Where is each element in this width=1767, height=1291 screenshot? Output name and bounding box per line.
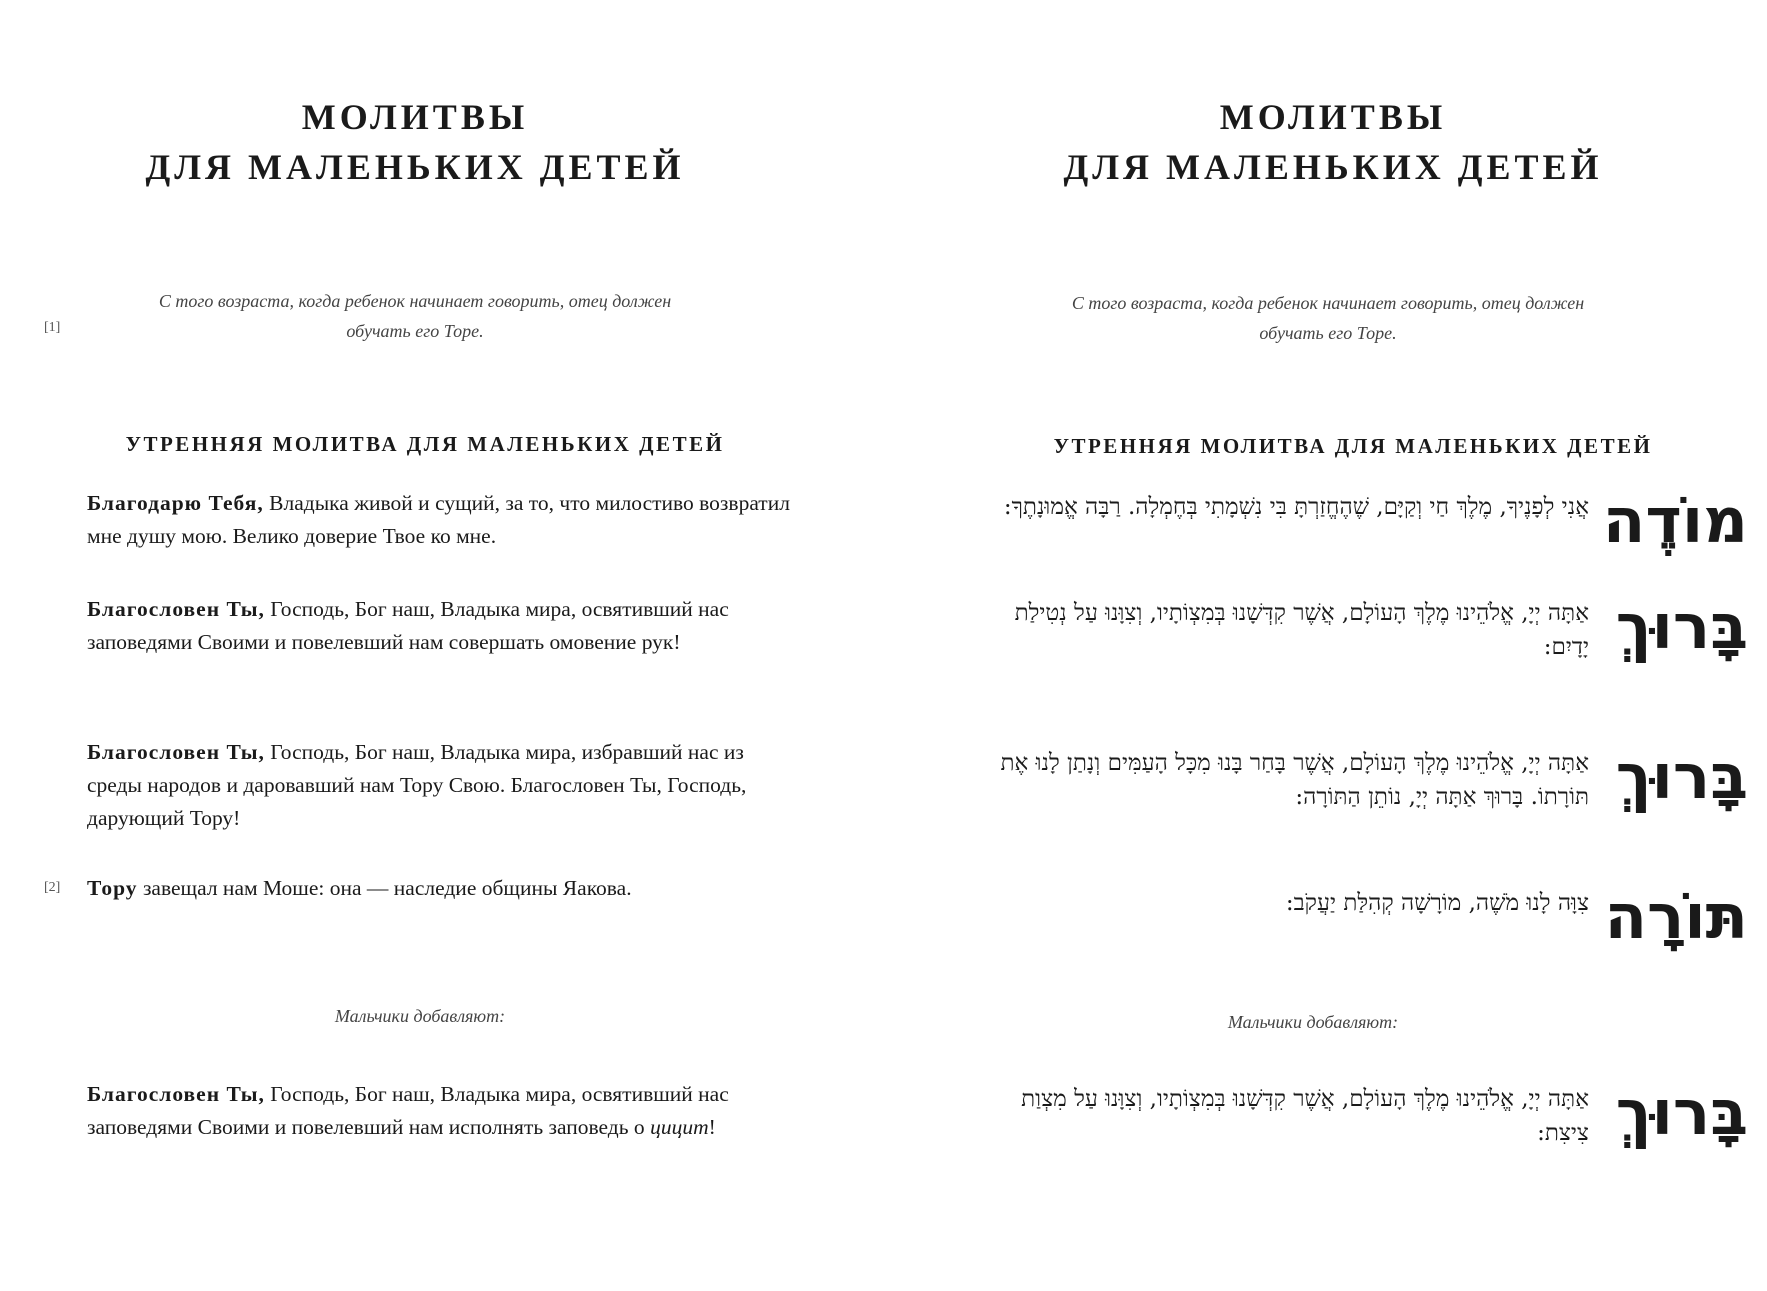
right-page-title — [1033, 92, 1633, 192]
hebrew-prayer-baruch-2 — [973, 742, 1748, 814]
left-title-line1: МОЛИТВЫ — [301, 97, 529, 137]
hebrew-text-torah: צִוָּה לָנוּ מֹשֶׁה, מוֹרָשָׁה קְהִלַּת יַעֲקֹב: — [1285, 890, 1589, 916]
left-paragraph-3 — [87, 736, 797, 835]
left-page-title — [120, 92, 710, 192]
left-title-line2: ДЛЯ МАЛЕНЬКИХ ДЕТЕЙ — [145, 147, 685, 187]
hebrew-text-baruch-2: אַתָּה יְיָ, אֱלֹהֵינוּ מֶלֶךְ הָעוֹלָם, אֲשֶׁר בָּחַר בָּנוּ מִכָּל הָעַמִּים וְנָתַן לָנוּ אֶת תּוֹרָתוֹ. בָּרוּךְ אַתָּה יְיָ, נוֹתֵן הַתּוֹרָה: — [1000, 750, 1589, 810]
left-paragraph-5 — [87, 1078, 797, 1144]
p4-text: завещал нам Моше: она — наследие общины Яакова. — [137, 876, 632, 900]
margin-note-2: [2] — [44, 880, 61, 895]
hebrew-prayer-baruch-1 — [973, 592, 1748, 664]
left-intro: С того возраста, когда ребенок начинает говорить, отец должен обучать его Торе. — [158, 291, 672, 341]
hebrew-text-baruch-3: אַתָּה יְיָ, אֱלֹהֵינוּ מֶלֶךְ הָעוֹלָם, אֲשֶׁר קִדְּשָׁנוּ בְּמִצְוֹתָיו, וְצִוָּנוּ עַל מִצְוַת צִיצִת: — [1021, 1086, 1589, 1146]
p5-end: ! — [708, 1115, 716, 1139]
left-boys-note: Мальчики добавляют: — [334, 1006, 506, 1026]
margin-note-1: [1] — [44, 320, 61, 335]
right-title-line2: ДЛЯ МАЛЕНЬКИХ ДЕТЕЙ — [1063, 147, 1603, 187]
p3-lead: Благословен Ты, — [87, 740, 265, 764]
hebrew-text-modeh: אֲנִי לְפָנֶיךָ, מֶלֶךְ חַי וְקַיָּם, שֶׁהֶחֱזַרְתָּ בִּי נִשְׁמָתִי בְּחֶמְלָה. רַבָּה אֱמוּנָתֶךָ: — [1003, 494, 1589, 520]
right-boys-note: Мальчики добавляют: — [1227, 1012, 1399, 1032]
hebrew-prayer-modeh — [973, 486, 1748, 556]
p2-text: Господь, Бог наш, Владыка мира, освятивший нас заповедями Своими и повелевший нам совершать омовение рук! — [87, 597, 729, 654]
hebrew-keyword-modeh: מוֹדֶה — [1602, 484, 1748, 557]
hebrew-keyword-baruch-1: בָּרוּךְ — [1615, 590, 1748, 663]
p5-text: Господь, Бог наш, Владыка мира, освятивший нас заповедями Своими и повелевший нам исполнять заповедь о — [87, 1082, 729, 1139]
p1-lead: Благодарю Тебя, — [87, 491, 264, 515]
right-title-line1: МОЛИТВЫ — [1219, 97, 1447, 137]
left-paragraph-1 — [87, 487, 797, 553]
right-section-title: УТРЕННЯЯ МОЛИТВА ДЛЯ МАЛЕНЬКИХ ДЕТЕЙ — [1053, 434, 1653, 458]
hebrew-keyword-baruch-3: בָּרוּךְ — [1615, 1076, 1748, 1149]
hebrew-keyword-torah: תּוֹרָה — [1604, 880, 1748, 953]
p4-lead: Тору — [87, 876, 138, 900]
left-section-title: УТРЕННЯЯ МОЛИТВА ДЛЯ МАЛЕНЬКИХ ДЕТЕЙ — [125, 432, 725, 456]
p3-text: Господь, Бог наш, Владыка мира, избравший нас из среды народов и даровавший нам Тору Свою. Благословен Ты, Господь, дарующий Тору! — [87, 740, 747, 830]
hebrew-keyword-baruch-2: בָּרוּךְ — [1615, 740, 1748, 813]
hebrew-prayer-baruch-3 — [973, 1078, 1748, 1150]
p5-lead: Благословен Ты, — [87, 1082, 265, 1106]
left-page — [0, 0, 883, 1291]
p2-lead: Благословен Ты, — [87, 597, 265, 621]
p1-text: Владыка живой и сущий, за то, что милостиво возвратил мне душу мою. Велико доверие Твое ко мне. — [87, 491, 790, 548]
hebrew-text-baruch-1: אַתָּה יְיָ, אֱלֹהֵינוּ מֶלֶךְ הָעוֹלָם, אֲשֶׁר קִדְּשָׁנוּ בְּמִצְוֹתָיו, וְצִוָּנוּ עַל נְטִילַת יָדָיִם: — [1014, 600, 1589, 660]
p5-italic: цицит — [650, 1115, 709, 1139]
right-page — [883, 0, 1767, 1291]
right-intro: С того возраста, когда ребенок начинает говорить, отец должен обучать его Торе. — [1071, 293, 1585, 343]
left-paragraph-2 — [87, 593, 797, 659]
hebrew-prayer-torah — [973, 882, 1748, 952]
left-paragraph-4 — [87, 872, 797, 905]
